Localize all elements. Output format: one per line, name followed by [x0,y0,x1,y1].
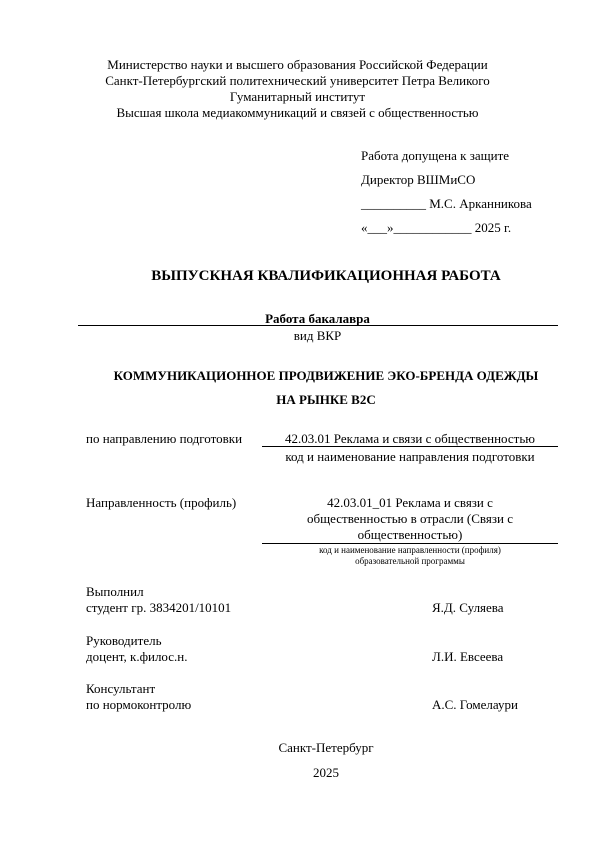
document-title: ВЫПУСКНАЯ КВАЛИФИКАЦИОННАЯ РАБОТА [151,268,501,284]
signature-name: Я.Д. Суляева [432,600,504,615]
approval-date-line: «___»____________ 2025 г. [361,220,512,235]
profile-value-line-2: общественностью в отрасли (Связи с [307,511,513,526]
topic-line-1: КОММУНИКАЦИОННОЕ ПРОДВИЖЕНИЕ ЭКО-БРЕНДА ОДЕЖДЫ [113,368,539,383]
profile-caption-line-1: код и наименование направленности (профиля) [319,545,501,555]
signature-position: доцент, к.филос.н. [86,649,188,664]
signature-name: Л.И. Евсеева [432,649,504,664]
direction-caption: код и наименование направления подготовки [285,449,535,464]
profile-underline [262,543,558,544]
approval-line-1: Работа допущена к защите [361,148,510,163]
profile-label: Направленность (профиль) [86,495,237,510]
university-line: Санкт-Петербургский политехнический университет Петра Великого [105,73,490,88]
footer-year: 2025 [313,765,339,780]
profile-caption-line-2: образовательной программы [355,556,465,566]
direction-label: по направлению подготовки [86,431,243,446]
topic-line-2: НА РЫНКЕ B2C [276,392,376,407]
ministry-line: Министерство науки и высшего образования Российской Федерации [107,57,488,72]
school-line: Высшая школа медиакоммуникаций и связей с общественностью [116,105,479,120]
profile-value-line-1: 42.03.01_01 Реклама и связи с [327,495,493,510]
signature-role: Выполнил [86,584,144,599]
signature-name: А.С. Гомелаури [432,697,518,712]
profile-value-line-3: общественностью) [357,527,463,542]
signature-role: Консультант [86,681,156,696]
signature-position: по нормоконтролю [86,697,192,712]
institute-line: Гуманитарный институт [229,89,366,104]
work-kind-underline [78,325,558,326]
approval-signature-line: __________ М.С. Арканникова [361,196,532,211]
signature-position: студент гр. 3834201/10101 [86,600,232,615]
approval-line-2: Директор ВШМиСО [361,172,476,187]
work-kind-caption: вид ВКР [293,328,342,343]
footer-city: Санкт-Петербург [278,740,374,755]
direction-value: 42.03.01 Реклама и связи с общественностью [285,431,535,446]
work-kind-value: Работа бакалавра [265,311,370,326]
signature-role: Руководитель [86,633,162,648]
direction-underline [262,446,558,447]
